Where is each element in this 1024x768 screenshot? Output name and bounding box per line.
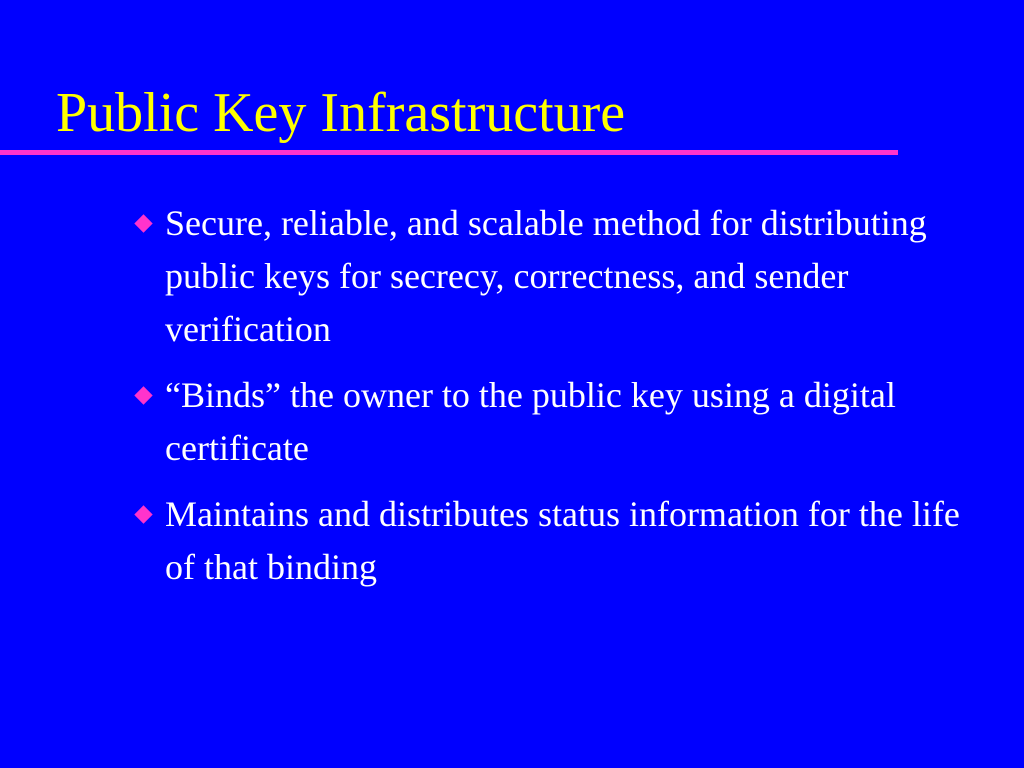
title-underline-rule (0, 150, 898, 155)
bullet-list (134, 197, 984, 607)
slide-title: Public Key Infrastructure (56, 82, 626, 144)
bullet-text: Maintains and distributes status information for the life of that binding (165, 494, 960, 587)
diamond-bullet-icon (134, 386, 152, 404)
bullet-text: “Binds” the owner to the public key using a digital certificate (165, 375, 896, 468)
bullet-item (134, 369, 984, 475)
bullet-item (134, 488, 984, 594)
bullet-text: Secure, reliable, and scalable method for distributing public keys for secrecy, correctness, and sender verification (165, 203, 927, 349)
bullet-item (134, 197, 984, 356)
diamond-bullet-icon (134, 214, 152, 232)
diamond-bullet-icon (134, 505, 152, 523)
